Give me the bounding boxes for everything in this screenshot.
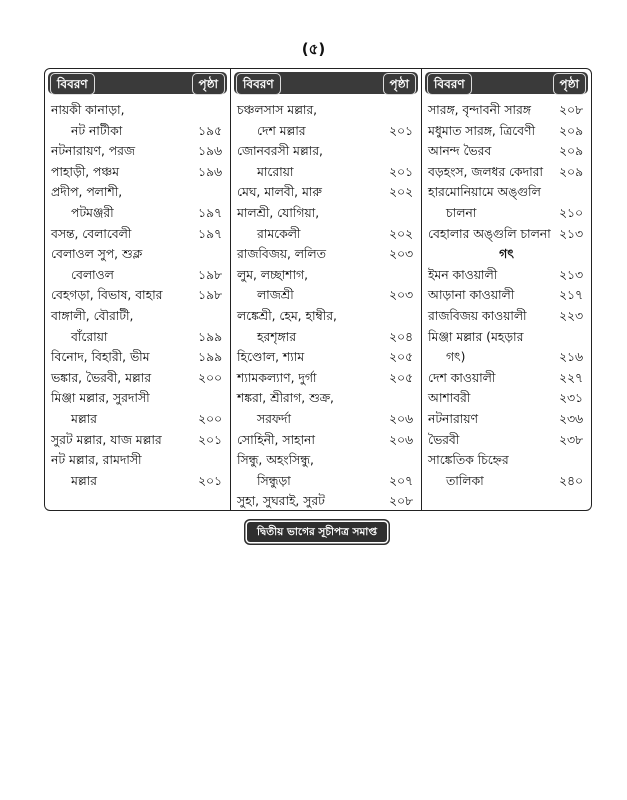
entry-page-number: ২০৪ xyxy=(389,329,413,344)
entry-title: মারোয়া xyxy=(257,164,294,179)
toc-entry xyxy=(45,388,230,409)
toc-entry xyxy=(45,244,230,265)
toc-entry xyxy=(45,203,230,224)
entry-title: শঙ্করা, শ্রীরাগ, শুক্র, xyxy=(237,391,334,406)
header-label-page: পৃষ্ঠা xyxy=(192,73,225,95)
entry-title: ভৈরবী xyxy=(428,432,460,447)
toc-entry xyxy=(231,141,421,162)
toc-entry xyxy=(231,347,421,368)
toc-entry xyxy=(231,491,421,512)
toc-entry xyxy=(231,162,421,183)
entry-title: মিঞ্জা মল্লার, সুরদাসী xyxy=(51,391,150,406)
entry-title: বেহালার অঙ্গুলি চালনা xyxy=(428,226,551,241)
toc-entry xyxy=(45,368,230,389)
entry-page-number: ১৯৮ xyxy=(198,267,222,282)
entry-title: রামকেলী xyxy=(257,226,301,241)
toc-entry xyxy=(422,203,591,224)
toc-entry xyxy=(45,182,230,203)
entry-page-number: ২০৫ xyxy=(389,350,413,365)
entry-page-number: ১৯৬ xyxy=(198,164,222,179)
toc-entry xyxy=(231,471,421,492)
entry-title: আনন্দ ভৈরব xyxy=(428,144,492,159)
header-label-description: বিবরণ xyxy=(427,73,472,95)
entry-title: নায়কী কানাড়া, xyxy=(51,103,125,117)
toc-entry xyxy=(45,285,230,306)
entry-page-number: ১৯৭ xyxy=(198,205,222,220)
entry-title: বেহগড়া, বিভাষ, বাহার xyxy=(51,288,163,303)
toc-entry xyxy=(231,244,421,265)
toc-entry xyxy=(422,306,591,327)
entry-title: মেঘ, মালবী, মারু xyxy=(237,185,322,200)
toc-entry xyxy=(45,162,230,183)
toc-entry xyxy=(231,306,421,327)
entry-page-number: ১৯৫ xyxy=(198,123,222,138)
entry-page-number: ১৯৮ xyxy=(198,288,222,303)
toc-entry xyxy=(231,100,421,121)
toc-entry xyxy=(422,368,591,389)
toc-entry xyxy=(231,327,421,348)
entry-title: চালনা xyxy=(446,205,477,220)
entry-title: মল্লার xyxy=(71,411,97,426)
toc-entry xyxy=(45,121,230,142)
toc-entry xyxy=(422,121,591,142)
entry-title: মধুমাত সারঙ্গ, ত্রিবেণী xyxy=(428,123,535,138)
entry-page-number: ২৩৬ xyxy=(559,411,583,426)
page-number: (৫) xyxy=(301,40,326,58)
entry-title: মালশ্রী, যোগিয়া, xyxy=(237,205,320,220)
end-of-index-badge: দ্বিতীয় ভাগের সূচীপত্র সমাপ্ত xyxy=(247,522,387,542)
entry-title: সিন্ধুড়া xyxy=(257,473,291,488)
entry-title: বাঁরোয়া xyxy=(71,329,108,344)
header-label-page: পৃষ্ঠা xyxy=(383,73,416,95)
entry-list xyxy=(45,100,230,491)
toc-entry xyxy=(231,224,421,245)
toc-column-2 xyxy=(230,69,421,510)
toc-entry xyxy=(45,100,230,121)
toc-entry xyxy=(422,141,591,162)
toc-entry xyxy=(231,450,421,471)
entry-page-number: ২৩১ xyxy=(559,391,583,406)
entry-title: হারমোনিয়ামে অঙ্গুলি xyxy=(428,185,541,200)
header-label-description: বিবরণ xyxy=(236,73,281,95)
entry-page-number: ১৯৭ xyxy=(198,226,222,241)
entry-page-number: ২৩৮ xyxy=(559,432,583,447)
entry-page-number: ২০০ xyxy=(198,411,222,426)
entry-title: লুম, লচ্ছাশাগ, xyxy=(237,267,308,282)
entry-title: বাঙ্গালী, বৌরাটী, xyxy=(51,308,134,323)
toc-entry xyxy=(45,430,230,451)
entry-title: জোনবরসী মল্লার, xyxy=(237,144,323,159)
entry-title: রাজবিজয় কাওয়ালী xyxy=(428,308,527,323)
entry-title: সুহা, সুঘরাই, সুরট xyxy=(237,494,325,509)
toc-entry xyxy=(45,450,230,471)
entry-title: আড়ানা কাওয়ালী xyxy=(428,288,515,303)
entry-page-number: ২০৮ xyxy=(389,494,413,509)
toc-entry xyxy=(231,368,421,389)
entry-title: তালিকা xyxy=(446,473,484,488)
entry-title: শ্যামকল্যাণ, দুর্গা xyxy=(237,370,317,385)
entry-page-number: ২০৯ xyxy=(559,144,583,159)
toc-entry xyxy=(422,450,591,471)
entry-page-number: ২২৩ xyxy=(559,308,583,323)
entry-title: দেশ মল্লার xyxy=(257,123,306,138)
entry-title: হরশৃঙ্গার xyxy=(257,329,296,344)
entry-page-number: ২১৭ xyxy=(559,288,583,303)
entry-page-number: ২০১ xyxy=(389,123,413,138)
toc-entry xyxy=(422,471,591,492)
toc-entry xyxy=(422,162,591,183)
entry-title: লঙ্কেশ্রী, হেম, হাম্বীর, xyxy=(237,308,337,323)
entry-title: গৎ) xyxy=(446,350,466,365)
column-header xyxy=(234,72,418,94)
entry-page-number: ২০৩ xyxy=(389,288,413,303)
entry-title: দেশ কাওয়ালী xyxy=(428,370,496,385)
entry-title: পাহাড়ী, পঞ্চম xyxy=(51,164,119,179)
entry-page-number: ২০৯ xyxy=(559,123,583,138)
toc-entry xyxy=(231,430,421,451)
entry-title: সারঙ্গ, বৃন্দাবনী সারঙ্গ xyxy=(428,103,531,117)
toc-entry xyxy=(422,244,591,265)
toc-entry xyxy=(422,409,591,430)
entry-page-number: ২০১ xyxy=(198,473,222,488)
entry-page-number: ২০৮ xyxy=(559,103,583,117)
entry-title: মল্লার xyxy=(71,473,97,488)
entry-page-number: ২১৩ xyxy=(559,267,583,282)
entry-title: বেলাওল সুপ, শুক্ল xyxy=(51,247,143,262)
entry-title: বিনোদ, বিহারী, ভীম xyxy=(51,350,150,365)
toc-entry xyxy=(231,409,421,430)
toc-entry xyxy=(231,121,421,142)
entry-title: নটনারায়ণ, পরজ xyxy=(51,144,135,159)
entry-title: ভঙ্কার, ভৈরবী, মল্লার xyxy=(51,370,151,385)
entry-title: মিঞ্জা মল্লার (মহড়ার xyxy=(428,329,524,344)
toc-entry xyxy=(422,224,591,245)
entry-title: বড়হংস, জলধর কেদারা xyxy=(428,164,543,179)
toc-entry xyxy=(422,347,591,368)
entry-title: বেলাওল xyxy=(71,267,114,282)
entry-page-number: ২০৬ xyxy=(389,411,413,426)
toc-entry xyxy=(422,265,591,286)
entry-page-number: ২০৫ xyxy=(389,370,413,385)
toc-entry xyxy=(231,388,421,409)
toc-entry xyxy=(45,347,230,368)
entry-page-number: ২০৭ xyxy=(389,473,413,488)
entry-title: ইমন কাওয়ালী xyxy=(428,267,498,282)
toc-entry xyxy=(45,471,230,492)
header-label-page: পৃষ্ঠা xyxy=(553,73,586,95)
entry-list xyxy=(231,100,421,512)
table-of-contents xyxy=(44,68,592,511)
toc-entry xyxy=(45,224,230,245)
entry-page-number: ১৯৯ xyxy=(198,329,222,344)
toc-entry xyxy=(422,100,591,121)
toc-entry xyxy=(45,327,230,348)
entry-title: বসন্ত, বেলাবেলী xyxy=(51,226,132,241)
toc-entry xyxy=(231,265,421,286)
entry-title: নটনারায়ণ xyxy=(428,411,478,426)
entry-title: লাজশ্রী xyxy=(257,288,294,303)
toc-entry xyxy=(45,409,230,430)
toc-entry xyxy=(231,203,421,224)
toc-column-3 xyxy=(421,69,591,510)
toc-entry xyxy=(422,327,591,348)
toc-entry xyxy=(422,182,591,203)
entry-title: চঞ্চলসাস মল্লার, xyxy=(237,103,318,117)
toc-entry xyxy=(422,388,591,409)
entry-title: সাঙ্কেতিক চিহ্নের xyxy=(428,453,509,468)
entry-page-number: ২০১ xyxy=(389,164,413,179)
entry-title: সুরট মল্লার, যাজ মল্লার xyxy=(51,432,162,447)
toc-entry xyxy=(45,141,230,162)
toc-entry xyxy=(231,285,421,306)
entry-page-number: ২০৯ xyxy=(559,164,583,179)
toc-column-1 xyxy=(45,69,230,510)
column-header xyxy=(48,72,227,94)
entry-page-number: ২০২ xyxy=(389,226,413,241)
entry-page-number: ১৯৬ xyxy=(198,144,222,159)
entry-title: সরফর্দা xyxy=(257,411,291,426)
entry-title: সোহিনী, সাহানা xyxy=(237,432,315,447)
entry-page-number: ২১৬ xyxy=(559,350,583,365)
entry-title: পটমঞ্জরী xyxy=(71,205,114,220)
entry-page-number: ২০০ xyxy=(198,370,222,385)
entry-page-number: ১৯৯ xyxy=(198,350,222,365)
entry-title: আশাবরী xyxy=(428,391,471,406)
header-label-description: বিবরণ xyxy=(50,73,95,95)
entry-title: প্রদীপ, পলাশী, xyxy=(51,185,123,200)
entry-page-number: ২০১ xyxy=(198,432,222,447)
column-header xyxy=(425,72,588,94)
entry-title: হিণ্ডোল, শ্যাম xyxy=(237,350,305,365)
toc-entry xyxy=(45,265,230,286)
toc-entry xyxy=(422,430,591,451)
entry-page-number: ২২৭ xyxy=(559,370,583,385)
entry-page-number: ২৪০ xyxy=(559,473,583,488)
entry-page-number: ২১৩ xyxy=(559,226,583,241)
entry-title: সিন্ধু, অহংসিন্ধু, xyxy=(237,453,314,468)
entry-page-number: ২০২ xyxy=(389,185,413,200)
entry-list xyxy=(422,100,591,491)
entry-title: নট মল্লার, রামদাসী xyxy=(51,453,142,468)
entry-page-number: ২০৬ xyxy=(389,432,413,447)
section-heading: গৎ xyxy=(499,247,514,262)
entry-page-number: ২১০ xyxy=(559,205,583,220)
toc-entry xyxy=(422,285,591,306)
entry-title: রাজবিজয়, ললিত xyxy=(237,247,326,262)
toc-entry xyxy=(45,306,230,327)
toc-entry xyxy=(231,182,421,203)
entry-page-number: ২০৩ xyxy=(389,247,413,262)
entry-title: নট নাটীকা xyxy=(71,123,123,138)
